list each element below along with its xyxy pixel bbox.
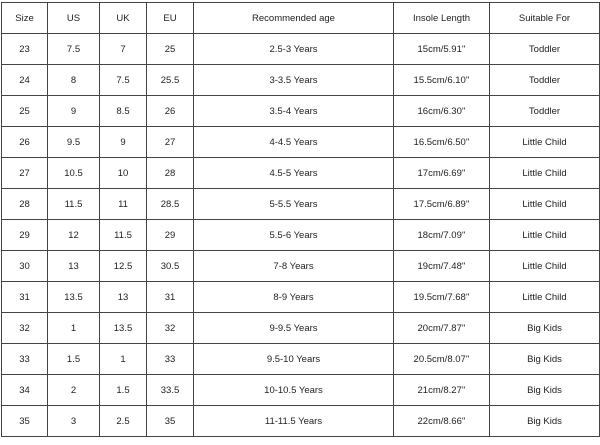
cell-insole-length: 20.5cm/8.07'' <box>394 344 490 375</box>
cell-recommended-age: 8-9 Years <box>194 282 394 313</box>
cell-recommended-age: 3-3.5 Years <box>194 65 394 96</box>
cell-insole-length: 16cm/6.30'' <box>394 96 490 127</box>
cell-us: 9 <box>48 96 100 127</box>
cell-suitable-for: Little Child <box>490 127 600 158</box>
cell-us: 1.5 <box>48 344 100 375</box>
cell-recommended-age: 4-4.5 Years <box>194 127 394 158</box>
cell-eu: 25.5 <box>147 65 194 96</box>
cell-eu: 32 <box>147 313 194 344</box>
cell-eu: 25 <box>147 34 194 65</box>
cell-recommended-age: 3.5-4 Years <box>194 96 394 127</box>
cell-recommended-age: 9.5-10 Years <box>194 344 394 375</box>
cell-suitable-for: Big Kids <box>490 344 600 375</box>
cell-size: 35 <box>2 406 48 437</box>
cell-suitable-for: Big Kids <box>490 406 600 437</box>
cell-eu: 33.5 <box>147 375 194 406</box>
cell-eu: 29 <box>147 220 194 251</box>
cell-size: 29 <box>2 220 48 251</box>
cell-uk: 13.5 <box>100 313 147 344</box>
cell-size: 30 <box>2 251 48 282</box>
cell-size: 27 <box>2 158 48 189</box>
cell-recommended-age: 4.5-5 Years <box>194 158 394 189</box>
cell-us: 9.5 <box>48 127 100 158</box>
cell-size: 23 <box>2 34 48 65</box>
cell-insole-length: 17cm/6.69'' <box>394 158 490 189</box>
table-row <box>2 375 600 406</box>
header-us: US <box>48 3 100 34</box>
header-suitable-for: Suitable For <box>490 3 600 34</box>
cell-uk: 2.5 <box>100 406 147 437</box>
cell-suitable-for: Little Child <box>490 189 600 220</box>
table-row <box>2 34 600 65</box>
cell-uk: 1 <box>100 344 147 375</box>
table-row <box>2 96 600 127</box>
header-recommended-age: Recommended age <box>194 3 394 34</box>
cell-eu: 28.5 <box>147 189 194 220</box>
cell-us: 13 <box>48 251 100 282</box>
cell-insole-length: 22cm/8.66'' <box>394 406 490 437</box>
cell-recommended-age: 5.5-6 Years <box>194 220 394 251</box>
cell-size: 32 <box>2 313 48 344</box>
cell-size: 31 <box>2 282 48 313</box>
cell-suitable-for: Big Kids <box>490 313 600 344</box>
cell-recommended-age: 2.5-3 Years <box>194 34 394 65</box>
cell-eu: 27 <box>147 127 194 158</box>
cell-eu: 28 <box>147 158 194 189</box>
cell-insole-length: 15.5cm/6.10'' <box>394 65 490 96</box>
table-row <box>2 65 600 96</box>
cell-uk: 7 <box>100 34 147 65</box>
cell-us: 10.5 <box>48 158 100 189</box>
cell-uk: 12.5 <box>100 251 147 282</box>
cell-suitable-for: Little Child <box>490 251 600 282</box>
cell-uk: 11.5 <box>100 220 147 251</box>
cell-insole-length: 20cm/7.87'' <box>394 313 490 344</box>
cell-recommended-age: 11-11.5 Years <box>194 406 394 437</box>
cell-size: 28 <box>2 189 48 220</box>
header-insole-length: Insole Length <box>394 3 490 34</box>
cell-insole-length: 19.5cm/7.68'' <box>394 282 490 313</box>
cell-eu: 30.5 <box>147 251 194 282</box>
cell-insole-length: 15cm/5.91'' <box>394 34 490 65</box>
cell-size: 33 <box>2 344 48 375</box>
cell-us: 13.5 <box>48 282 100 313</box>
table-row <box>2 313 600 344</box>
table-row <box>2 158 600 189</box>
table-row <box>2 344 600 375</box>
cell-uk: 8.5 <box>100 96 147 127</box>
cell-uk: 10 <box>100 158 147 189</box>
cell-us: 11.5 <box>48 189 100 220</box>
cell-size: 25 <box>2 96 48 127</box>
cell-insole-length: 17.5cm/6.89'' <box>394 189 490 220</box>
cell-suitable-for: Little Child <box>490 282 600 313</box>
cell-uk: 7.5 <box>100 65 147 96</box>
cell-us: 7.5 <box>48 34 100 65</box>
table-row <box>2 127 600 158</box>
size-chart-table <box>1 2 600 437</box>
cell-eu: 26 <box>147 96 194 127</box>
cell-us: 12 <box>48 220 100 251</box>
table-row <box>2 220 600 251</box>
table-row <box>2 251 600 282</box>
cell-uk: 1.5 <box>100 375 147 406</box>
cell-suitable-for: Toddler <box>490 65 600 96</box>
cell-suitable-for: Toddler <box>490 96 600 127</box>
cell-insole-length: 16.5cm/6.50'' <box>394 127 490 158</box>
table-row <box>2 189 600 220</box>
header-eu: EU <box>147 3 194 34</box>
cell-eu: 33 <box>147 344 194 375</box>
table-body <box>2 34 600 437</box>
cell-size: 26 <box>2 127 48 158</box>
cell-suitable-for: Little Child <box>490 220 600 251</box>
cell-recommended-age: 7-8 Years <box>194 251 394 282</box>
cell-us: 2 <box>48 375 100 406</box>
cell-insole-length: 19cm/7.48'' <box>394 251 490 282</box>
table-row <box>2 406 600 437</box>
table-header-row <box>2 3 600 34</box>
cell-us: 8 <box>48 65 100 96</box>
cell-size: 24 <box>2 65 48 96</box>
cell-us: 3 <box>48 406 100 437</box>
cell-uk: 11 <box>100 189 147 220</box>
cell-suitable-for: Big Kids <box>490 375 600 406</box>
cell-suitable-for: Toddler <box>490 34 600 65</box>
header-size: Size <box>2 3 48 34</box>
cell-eu: 35 <box>147 406 194 437</box>
cell-eu: 31 <box>147 282 194 313</box>
cell-insole-length: 18cm/7.09'' <box>394 220 490 251</box>
cell-recommended-age: 5-5.5 Years <box>194 189 394 220</box>
cell-us: 1 <box>48 313 100 344</box>
cell-uk: 13 <box>100 282 147 313</box>
cell-uk: 9 <box>100 127 147 158</box>
cell-suitable-for: Little Child <box>490 158 600 189</box>
cell-insole-length: 21cm/8.27'' <box>394 375 490 406</box>
header-uk: UK <box>100 3 147 34</box>
cell-size: 34 <box>2 375 48 406</box>
table-row <box>2 282 600 313</box>
cell-recommended-age: 9-9.5 Years <box>194 313 394 344</box>
cell-recommended-age: 10-10.5 Years <box>194 375 394 406</box>
